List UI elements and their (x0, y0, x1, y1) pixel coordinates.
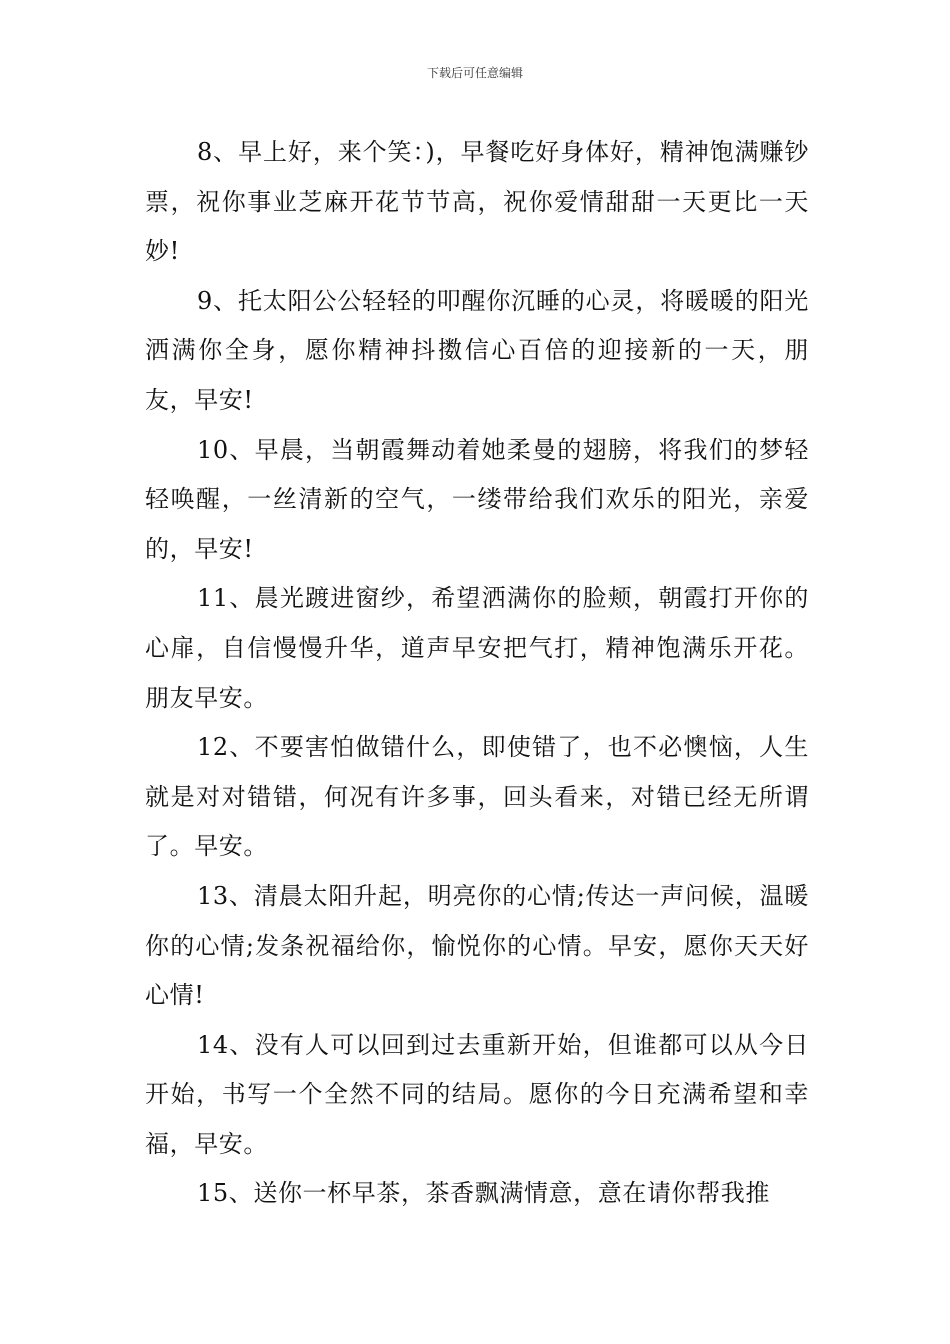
page-header: 下载后可任意编辑 (426, 66, 523, 80)
paragraph-12: 12、不要害怕做错什么，即使错了，也不必懊恼，人生就是对对错错，何况有许多事，回头看来，对错已经无所谓了。早安。 (145, 733, 809, 861)
paragraph-14: 14、没有人可以回到过去重新开始，但谁都可以从今日开始，书写一个全然不同的结局。愿你的今日充满希望和幸福，早安。 (145, 1030, 809, 1158)
paragraph-8: 8、早上好，来个笑：)，早餐吃好身体好，精神饱满赚钞票，祝你事业芝麻开花节节高，祝你爱情甜甜一天更比一天妙! (145, 138, 809, 266)
paragraph-9: 9、托太阳公公轻轻的叩醒你沉睡的心灵，将暖暖的阳光洒满你全身，愿你精神抖擞信心百倍的迎接新的一天，朋友，早安! (145, 286, 809, 414)
paragraph-10: 10、早晨，当朝霞舞动着她柔曼的翅膀，将我们的梦轻轻唤醒，一丝清新的空气，一缕带给我们欢乐的阳光，亲爱的，早安! (145, 435, 809, 563)
document-body (145, 128, 809, 1219)
paragraph-11: 11、晨光踱进窗纱，希望洒满你的脸颊，朝霞打开你的心扉，自信慢慢升华，道声早安把气打，精神饱满乐开花。朋友早安。 (145, 584, 809, 712)
paragraph-13: 13、清晨太阳升起，明亮你的心情;传达一声问候，温暖你的心情;发条祝福给你，愉悦你的心情。早安，愿你天天好心情! (145, 881, 809, 1010)
paragraph-15: 15、送你一杯早茶，茶香飘满情意，意在请你帮我推 (197, 1179, 770, 1208)
